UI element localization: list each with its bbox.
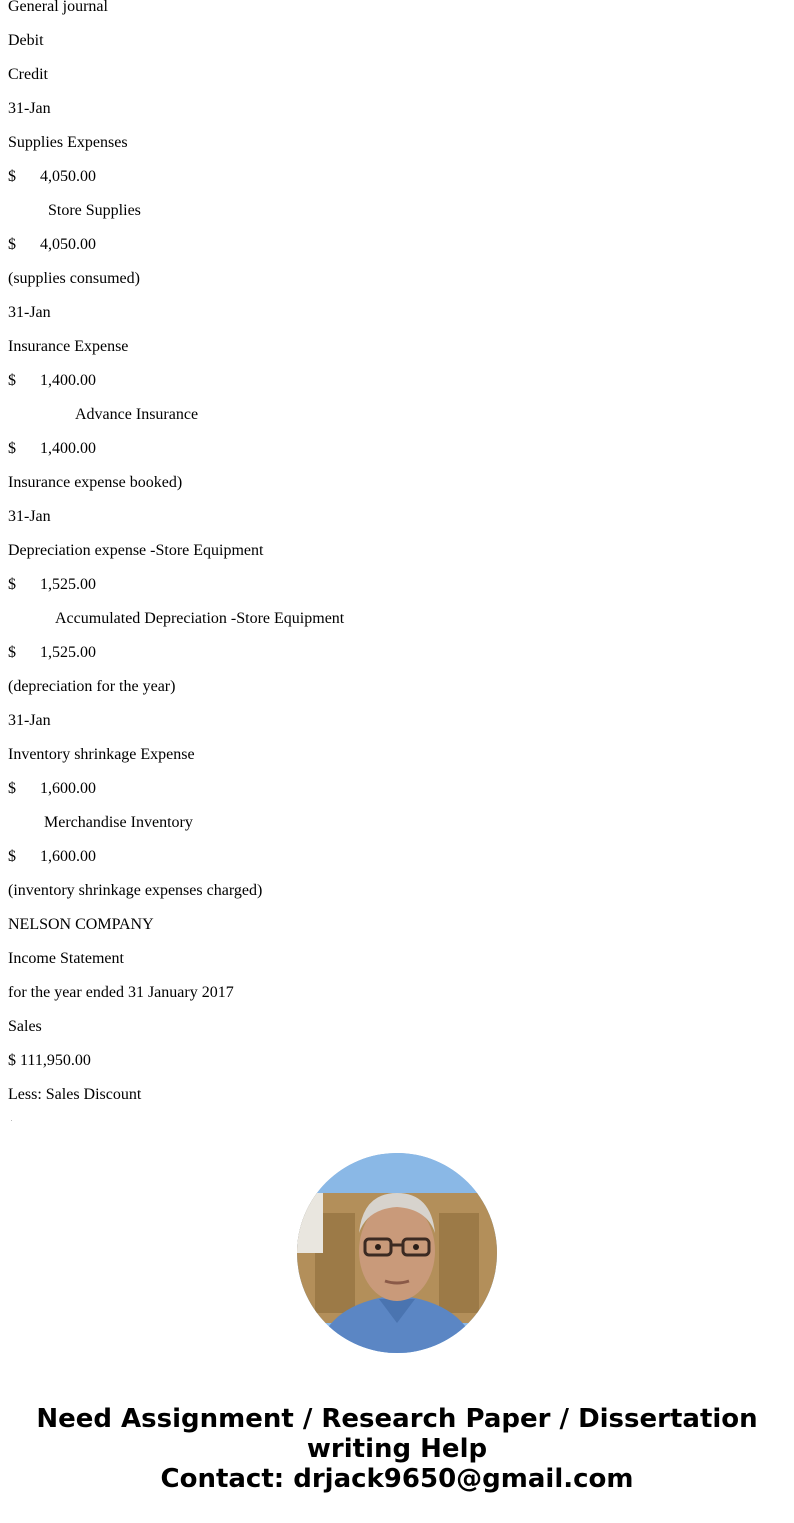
currency-symbol: $ — [8, 372, 16, 389]
journal-title: General journal — [8, 0, 108, 15]
statement-period: for the year ended 31 January 2017 — [8, 984, 234, 1001]
debit-account: Insurance Expense — [8, 338, 129, 355]
currency-symbol: $ — [8, 440, 16, 457]
entry-date: 31-Jan — [8, 712, 51, 729]
debit-account: Supplies Expenses — [8, 134, 128, 151]
entry-date: 31-Jan — [8, 100, 51, 117]
amount-value: 1,525.00 — [40, 576, 96, 593]
narration: Insurance expense booked) — [8, 474, 183, 491]
narration: (inventory shrinkage expenses charged) — [8, 882, 263, 899]
credit-header: Credit — [8, 66, 48, 83]
company-name: NELSON COMPANY — [8, 916, 154, 933]
narration: (supplies consumed) — [8, 270, 140, 287]
currency-symbol: $ — [8, 848, 16, 865]
avatar-portrait — [297, 1153, 497, 1353]
currency-symbol: $ — [8, 780, 16, 797]
currency-symbol: $ — [8, 644, 16, 661]
debit-header: Debit — [8, 32, 44, 49]
divider-dot — [11, 1120, 12, 1121]
currency-symbol: $ — [8, 236, 16, 253]
amount-value: 1,600.00 — [40, 780, 96, 797]
sales-discount-label: Less: Sales Discount — [8, 1086, 142, 1103]
entry-date: 31-Jan — [8, 304, 51, 321]
sales-label: Sales — [8, 1018, 42, 1035]
credit-amount — [8, 644, 96, 662]
credit-account: Merchandise Inventory — [44, 814, 193, 831]
credit-amount — [8, 848, 96, 866]
statement-title: Income Statement — [8, 950, 124, 967]
credit-account: Advance Insurance — [75, 406, 199, 423]
currency-symbol: $ — [8, 168, 16, 185]
credit-account: Accumulated Depreciation -Store Equipment — [55, 610, 345, 627]
footer-line-2: writing Help — [306, 1434, 488, 1464]
contact-email[interactable]: Contact: drjack9650@gmail.com — [160, 1464, 634, 1494]
amount-value: 1,600.00 — [40, 848, 96, 865]
debit-amount — [8, 372, 96, 390]
amount-value: 4,050.00 — [40, 168, 96, 185]
debit-amount — [8, 576, 96, 594]
entry-date: 31-Jan — [8, 508, 51, 525]
credit-amount — [8, 440, 96, 458]
credit-amount — [8, 236, 96, 254]
debit-account: Inventory shrinkage Expense — [8, 746, 195, 763]
debit-account: Depreciation expense -Store Equipment — [8, 542, 264, 559]
amount-value: 1,525.00 — [40, 644, 96, 661]
debit-amount — [8, 780, 96, 798]
narration: (depreciation for the year) — [8, 678, 176, 695]
amount-value: 1,400.00 — [40, 372, 96, 389]
avatar — [297, 1153, 497, 1353]
footer-line-1: Need Assignment / Research Paper / Dissertation — [36, 1404, 758, 1434]
sales-value: $ 111,950.00 — [8, 1052, 91, 1069]
amount-value: 1,400.00 — [40, 440, 96, 457]
amount-value: 4,050.00 — [40, 236, 96, 253]
currency-symbol: $ — [8, 576, 16, 593]
debit-amount — [8, 168, 96, 186]
credit-account: Store Supplies — [48, 202, 141, 219]
